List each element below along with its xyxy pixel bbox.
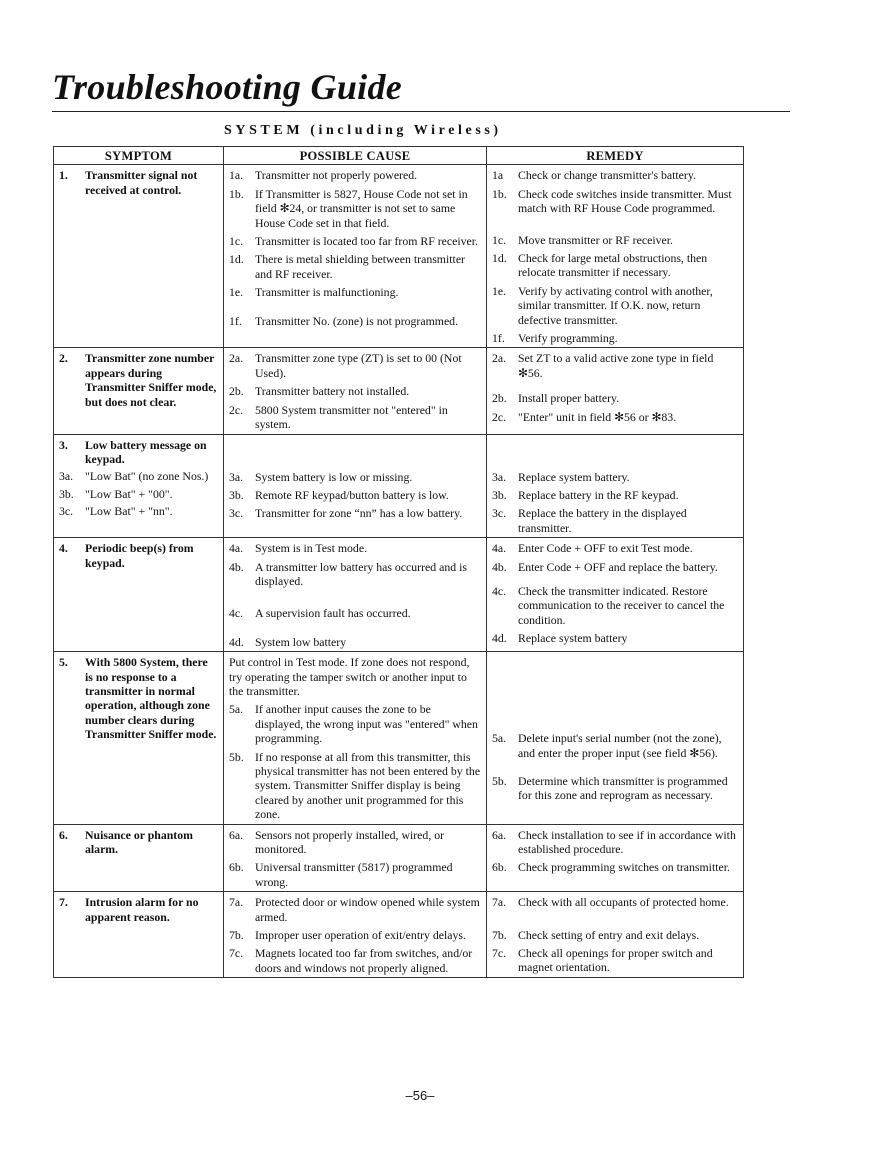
table-header-row xyxy=(54,147,744,165)
section-heading: SYSTEM (including Wireless) xyxy=(224,123,502,138)
remedy-item-code: 2c. xyxy=(492,409,507,424)
cause-item-code: 1c. xyxy=(229,234,244,249)
cause-item-text: Remote RF keypad/button battery is low. xyxy=(255,487,449,502)
symptom-number: 7. xyxy=(59,895,68,910)
symptom-header: SYMPTOM xyxy=(54,147,224,165)
remedy-header: REMEDY xyxy=(487,147,744,165)
cause-item-code: 6a. xyxy=(229,827,244,842)
symptom-sub-code: 3c. xyxy=(59,504,74,519)
cause-item xyxy=(229,403,481,432)
symptom-sub-code: 3a. xyxy=(59,469,74,484)
remedy-item-code: 7a. xyxy=(492,895,507,910)
cause-item xyxy=(229,488,481,502)
cause-item xyxy=(229,946,481,975)
symptom-text: Nuisance or phantom alarm. xyxy=(85,827,193,857)
cause-cell xyxy=(224,892,487,978)
remedy-item-text: Replace system battery xyxy=(518,631,628,646)
cause-cell xyxy=(224,824,487,892)
symptom-text: Transmitter zone number appears during Transmitter Sniffer mode, but does not clear. xyxy=(85,351,217,409)
symptom xyxy=(59,828,218,857)
symptom-text: Periodic beep(s) from keypad. xyxy=(85,541,194,570)
remedy-item xyxy=(492,233,738,247)
cause-item xyxy=(229,928,481,942)
cause-item xyxy=(229,234,481,248)
remedy-item xyxy=(492,284,738,327)
remedy-item xyxy=(492,506,738,535)
table-row xyxy=(54,434,744,538)
remedy-item-code: 6a. xyxy=(492,827,507,842)
remedy-item-text: Determine which transmitter is programmed for this zone and reprogram as necessary. xyxy=(518,773,728,803)
remedy-item-text: Check or change transmitter's battery. xyxy=(518,168,696,183)
cause-item-code: 1b. xyxy=(229,186,244,201)
symptom-number: 1. xyxy=(59,168,68,183)
symptom-sub-text: "Low Bat" + "00". xyxy=(85,486,173,501)
cause-item-code: 1f. xyxy=(229,313,242,328)
remedy-item-text: Install proper battery. xyxy=(518,391,620,406)
cause-cell xyxy=(224,538,487,652)
remedy-item-text: Move transmitter or RF receiver. xyxy=(518,232,673,247)
cause-item xyxy=(229,506,481,520)
cause-item xyxy=(229,895,481,924)
cause-item xyxy=(229,351,481,380)
table-row xyxy=(54,892,744,978)
remedy-item-text: Delete input's serial number (not the zone), and enter the proper input (see field ✻56). xyxy=(518,731,722,760)
remedy-item-text: Enter Code + OFF and replace the battery. xyxy=(518,559,718,574)
cause-item-code: 5a. xyxy=(229,702,244,717)
remedy-item-code: 4a. xyxy=(492,541,507,556)
table-row xyxy=(54,538,744,652)
remedy-item-text: Check with all occupants of protected home. xyxy=(518,895,729,910)
cause-item-text: Sensors not properly installed, wired, or monitored. xyxy=(255,827,445,857)
cause-item-text: If another input causes the zone to be displayed, the wrong input was "entered" when programming. xyxy=(255,702,478,746)
remedy-item xyxy=(492,895,738,909)
cause-item xyxy=(229,635,481,649)
cause-item xyxy=(229,470,481,484)
cause-item-code: 1a. xyxy=(229,168,244,183)
remedy-item-code: 4c. xyxy=(492,583,507,598)
remedy-item-text: Check the transmitter indicated. Restore communication to the receiver to cancel the condition. xyxy=(518,583,725,627)
cause-item-code: 1d. xyxy=(229,252,244,267)
remedy-cell xyxy=(487,652,744,824)
remedy-item-code: 7c. xyxy=(492,946,507,961)
remedy-item xyxy=(492,860,738,874)
remedy-cell xyxy=(487,892,744,978)
symptom-cell xyxy=(54,348,224,434)
table-row xyxy=(54,165,744,348)
cause-item-code: 3a. xyxy=(229,469,244,484)
symptom-text: With 5800 System, there is no response to a transmitter in normal operation, although zone number clears during Transmitter Sniffer mode. xyxy=(85,655,217,742)
cause-item-code: 1e. xyxy=(229,285,244,300)
remedy-item-code: 5b. xyxy=(492,773,507,788)
cause-item-text: There is metal shielding between transmitter and RF receiver. xyxy=(255,252,465,281)
cause-item-text: If no response at all from this transmitter, this physical transmitter has not been entered by the system. Transmitter Sniffer display is being cleared by another unit programmed for this zone. xyxy=(255,749,481,822)
cause-item-code: 6b. xyxy=(229,860,244,875)
remedy-item-code: 2a. xyxy=(492,351,507,366)
remedy-item-code: 3b. xyxy=(492,487,507,502)
cause-item-code: 2b. xyxy=(229,384,244,399)
remedy-item xyxy=(492,351,738,380)
symptom xyxy=(59,895,218,924)
cause-item-text: A transmitter low battery has occurred and is displayed. xyxy=(255,559,467,588)
cause-item-code: 3b. xyxy=(229,487,244,502)
table-row xyxy=(54,652,744,824)
remedy-item-text: "Enter" unit in field ✻56 or ✻83. xyxy=(518,409,677,424)
remedy-item-text: Replace battery in the RF keypad. xyxy=(518,487,679,502)
remedy-item-code: 1f. xyxy=(492,331,505,346)
symptom-cell xyxy=(54,652,224,824)
symptom-sub-code: 3b. xyxy=(59,486,74,501)
symptom-number: 6. xyxy=(59,827,68,842)
cause-item-text: Transmitter is malfunctioning. xyxy=(255,285,399,300)
cause-item-text: System is in Test mode. xyxy=(255,541,368,556)
cause-item xyxy=(229,252,481,281)
remedy-item-code: 5a. xyxy=(492,731,507,746)
cause-cell xyxy=(224,434,487,538)
remedy-item xyxy=(492,251,738,280)
remedy-item xyxy=(492,631,738,645)
cause-item-text: Transmitter No. (zone) is not programmed. xyxy=(255,313,459,328)
cause-item-code: 7b. xyxy=(229,928,244,943)
cause-item xyxy=(229,702,481,745)
symptom-text: Transmitter signal not received at control. xyxy=(85,168,198,197)
symptom-cell xyxy=(54,538,224,652)
symptom xyxy=(59,438,218,467)
remedy-item xyxy=(492,946,738,975)
symptom-number: 4. xyxy=(59,541,68,556)
symptom-text: Intrusion alarm for no apparent reason. xyxy=(85,895,199,924)
cause-cell xyxy=(224,165,487,348)
cause-item-text: 5800 System transmitter not "entered" in system. xyxy=(255,402,448,432)
cause-item-code: 2a. xyxy=(229,351,244,366)
cause-item-code: 4c. xyxy=(229,606,244,621)
remedy-item-code: 2b. xyxy=(492,391,507,406)
remedy-item xyxy=(492,470,738,484)
cause-item-text: Magnets located too far from switches, and/or doors and windows not properly aligned. xyxy=(255,946,473,975)
remedy-item xyxy=(492,331,738,345)
remedy-item-text: Check code switches inside transmitter. Must match with RF House Code programmed. xyxy=(518,186,732,216)
remedy-item-code: 1c. xyxy=(492,232,507,247)
remedy-spacer xyxy=(492,655,738,702)
symptom xyxy=(59,168,218,197)
remedy-item-text: Check setting of entry and exit delays. xyxy=(518,927,700,942)
cause-cell xyxy=(224,652,487,824)
remedy-item xyxy=(492,731,738,760)
remedy-item xyxy=(492,584,738,627)
table-row xyxy=(54,348,744,434)
troubleshooting-table xyxy=(53,146,744,978)
page-title: Troubleshooting Guide xyxy=(52,67,403,107)
cause-item-text: A supervision fault has occurred. xyxy=(255,606,411,621)
cause-item-text: If Transmitter is 5827, House Code not set in field ✻24, or transmitter is not set to same House Code set in that field. xyxy=(255,186,468,230)
cause-item-text: System low battery xyxy=(255,634,347,649)
cause-item xyxy=(229,860,481,889)
cause-item-text: Transmitter not properly powered. xyxy=(255,168,418,183)
remedy-item xyxy=(492,488,738,502)
remedy-item-text: Verify programming. xyxy=(518,331,618,346)
cause-item-text: Transmitter battery not installed. xyxy=(255,384,410,399)
cause-item-text: Transmitter zone type (ZT) is set to 00 (Not Used). xyxy=(255,351,462,380)
cause-item xyxy=(229,187,481,230)
symptom-number: 5. xyxy=(59,655,68,670)
cause-cell xyxy=(224,348,487,434)
cause-item-code: 7a. xyxy=(229,895,244,910)
remedy-item xyxy=(492,541,738,555)
cause-item xyxy=(229,828,481,857)
remedy-item-code: 3c. xyxy=(492,506,507,521)
remedy-item-code: 7b. xyxy=(492,927,507,942)
remedy-item-code: 4d. xyxy=(492,631,507,646)
cause-item xyxy=(229,560,481,589)
cause-item xyxy=(229,606,481,620)
remedy-item-code: 4b. xyxy=(492,559,507,574)
remedy-item xyxy=(492,774,738,803)
remedy-item-text: Replace the battery in the displayed transmitter. xyxy=(518,506,687,535)
symptom-number: 2. xyxy=(59,351,68,366)
symptom-cell xyxy=(54,434,224,538)
remedy-cell xyxy=(487,538,744,652)
remedy-cell xyxy=(487,434,744,538)
remedy-item-code: 6b. xyxy=(492,860,507,875)
remedy-cell xyxy=(487,165,744,348)
symptom-cell xyxy=(54,824,224,892)
remedy-item-text: Enter Code + OFF to exit Test mode. xyxy=(518,541,693,556)
remedy-item-code: 1d. xyxy=(492,251,507,266)
symptom-text: Low battery message on keypad. xyxy=(85,437,207,466)
page-number: –56– xyxy=(405,1088,435,1103)
remedy-item-text: Check programming switches on transmitter. xyxy=(518,860,730,875)
cause-item xyxy=(229,541,481,555)
symptom-number: 3. xyxy=(59,437,68,452)
symptom-sub xyxy=(59,469,218,483)
cause-item-text: Improper user operation of exit/entry delays. xyxy=(255,928,466,943)
remedy-item-code: 1a xyxy=(492,168,504,183)
cause-item-code: 4a. xyxy=(229,541,244,556)
possible-cause-header: POSSIBLE CAUSE xyxy=(224,147,487,165)
cause-item xyxy=(229,384,481,398)
cause-item-code: 5b. xyxy=(229,749,244,764)
cause-item-code: 2c. xyxy=(229,402,244,417)
symptom xyxy=(59,655,218,741)
cause-item-text: System battery is low or missing. xyxy=(255,469,413,484)
cause-item-text: Transmitter for zone “nn” has a low battery. xyxy=(255,506,463,521)
title-rule xyxy=(52,111,790,112)
remedy-item xyxy=(492,391,738,405)
remedy-item xyxy=(492,187,738,216)
symptom-sub-text: "Low Bat" (no zone Nos.) xyxy=(85,469,209,484)
cause-item xyxy=(229,285,481,299)
remedy-item xyxy=(492,560,738,574)
remedy-item-text: Verify by activating control with another, similar transmitter. If O.K. now, return defective transmitter. xyxy=(518,283,713,327)
remedy-cell xyxy=(487,348,744,434)
table-row xyxy=(54,824,744,892)
remedy-item-text: Set ZT to a valid active zone type in field ✻56. xyxy=(518,351,714,380)
cause-item-text: Protected door or window opened while system armed. xyxy=(255,895,480,924)
remedy-item-text: Check for large metal obstructions, then relocate transmitter if necessary. xyxy=(518,251,708,280)
cause-item-text: Universal transmitter (5817) programmed wrong. xyxy=(255,860,453,889)
remedy-item-code: 3a. xyxy=(492,469,507,484)
remedy-item-code: 1e. xyxy=(492,283,507,298)
cause-item-code: 7c. xyxy=(229,946,244,961)
remedy-item xyxy=(492,828,738,857)
symptom-sub xyxy=(59,487,218,501)
cause-intro: Put control in Test mode. If zone does not respond, try operating the tamper switch or another input to the transmitter. xyxy=(229,655,470,698)
remedy-item-text: Replace system battery. xyxy=(518,469,630,484)
symptom xyxy=(59,541,218,570)
cause-item xyxy=(229,168,481,182)
cause-item xyxy=(229,314,481,328)
symptom-cell xyxy=(54,165,224,348)
remedy-item-text: Check installation to see if in accordance with established procedure. xyxy=(518,827,736,857)
cause-item-text: Transmitter is located too far from RF receiver. xyxy=(255,234,478,249)
remedy-item-text: Check all openings for proper switch and magnet orientation. xyxy=(518,946,713,975)
remedy-item-code: 1b. xyxy=(492,186,507,201)
cause-item xyxy=(229,750,481,822)
remedy-item xyxy=(492,928,738,942)
remedy-item xyxy=(492,168,738,182)
symptom-sub-text: "Low Bat" + "nn". xyxy=(85,504,173,519)
remedy-item xyxy=(492,410,738,424)
remedy-cell xyxy=(487,824,744,892)
cause-item-code: 4b. xyxy=(229,559,244,574)
cause-item-code: 3c. xyxy=(229,506,244,521)
symptom-cell xyxy=(54,892,224,978)
symptom-sub xyxy=(59,504,218,518)
cause-item-code: 4d. xyxy=(229,634,244,649)
symptom xyxy=(59,351,218,409)
